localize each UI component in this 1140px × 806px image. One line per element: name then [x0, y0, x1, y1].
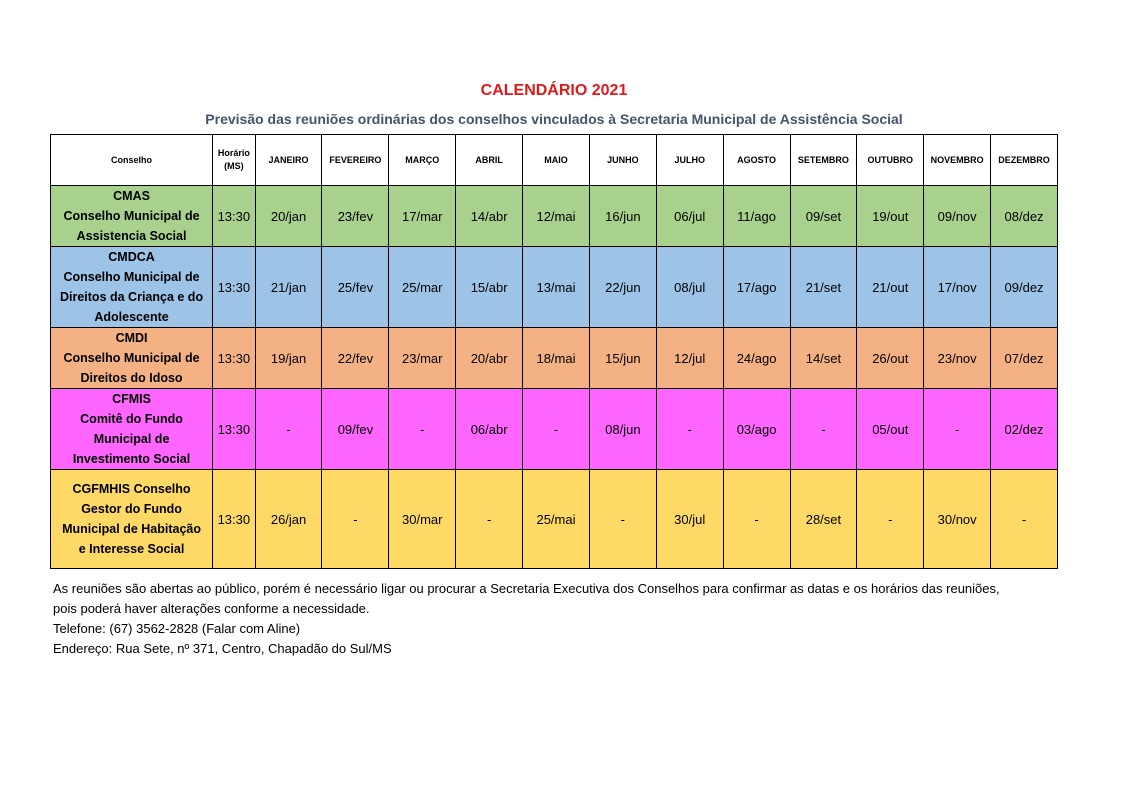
column-header-month: DEZEMBRO — [991, 135, 1058, 186]
date-cell: 09/set — [790, 186, 857, 247]
conselho-name-line: Comitê do Fundo — [80, 412, 183, 426]
date-cell: 20/jan — [255, 186, 322, 247]
column-header-month: JUNHO — [589, 135, 656, 186]
conselho-cell — [51, 328, 213, 389]
date-cell: 06/jul — [656, 186, 723, 247]
date-cell: 26/jan — [255, 470, 322, 569]
column-header-month: MAIO — [523, 135, 590, 186]
table-header-row — [51, 135, 1058, 186]
conselho-name-line: Investimento Social — [72, 452, 191, 466]
column-header-month: JANEIRO — [255, 135, 322, 186]
conselho-name-line: e Interesse Social — [78, 542, 185, 556]
date-cell: 23/fev — [322, 186, 389, 247]
date-cell: 30/mar — [389, 470, 456, 569]
date-cell: 17/ago — [723, 247, 790, 328]
date-cell: - — [857, 470, 924, 569]
date-cell: 09/nov — [924, 186, 991, 247]
date-cell: 02/dez — [991, 389, 1058, 470]
date-cell: 13/mai — [523, 247, 590, 328]
date-cell: 23/mar — [389, 328, 456, 389]
conselho-name-line: CGFMHIS Conselho — [72, 482, 191, 496]
date-cell: 05/out — [857, 389, 924, 470]
column-header-month: AGOSTO — [723, 135, 790, 186]
date-cell: 08/jun — [589, 389, 656, 470]
conselho-cell — [51, 186, 213, 247]
column-header-month: OUTUBRO — [857, 135, 924, 186]
notes — [53, 579, 1063, 659]
conselho-cell — [51, 470, 213, 569]
date-cell: - — [322, 470, 389, 569]
column-header-month: ABRIL — [456, 135, 523, 186]
date-cell: - — [456, 470, 523, 569]
date-cell: - — [656, 389, 723, 470]
conselho-name-line: Gestor do Fundo — [81, 502, 182, 516]
date-cell: 19/jan — [255, 328, 322, 389]
conselho-name-line: CMDCA — [108, 250, 155, 264]
date-cell: 18/mai — [523, 328, 590, 389]
table-row — [51, 328, 1058, 389]
conselho-name-line: CMDI — [115, 331, 148, 345]
date-cell: 26/out — [857, 328, 924, 389]
date-cell: 24/ago — [723, 328, 790, 389]
table-row — [51, 186, 1058, 247]
column-header-horario: Horário (MS) — [213, 135, 256, 186]
conselho-name-line: Adolescente — [94, 310, 169, 324]
date-cell: - — [523, 389, 590, 470]
date-cell: 25/mar — [389, 247, 456, 328]
column-header-conselho: Conselho — [51, 135, 213, 186]
time-cell: 13:30 — [213, 328, 256, 389]
date-cell: 16/jun — [589, 186, 656, 247]
time-cell: 13:30 — [213, 389, 256, 470]
date-cell: 22/jun — [589, 247, 656, 328]
column-header-month: MARÇO — [389, 135, 456, 186]
date-cell: 09/fev — [322, 389, 389, 470]
date-cell: 30/nov — [924, 470, 991, 569]
page-title: CALENDÁRIO 2021 — [480, 82, 628, 99]
date-cell: 12/mai — [523, 186, 590, 247]
date-cell: 25/mai — [523, 470, 590, 569]
date-cell: 12/jul — [656, 328, 723, 389]
column-header-month: JULHO — [656, 135, 723, 186]
conselho-cell — [51, 389, 213, 470]
date-cell: 14/set — [790, 328, 857, 389]
address-line: Endereço: Rua Sete, nº 371, Centro, Chapadão do Sul/MS — [53, 641, 392, 656]
date-cell: 22/fev — [322, 328, 389, 389]
date-cell: 17/mar — [389, 186, 456, 247]
calendar-table — [50, 134, 1058, 569]
table-row — [51, 247, 1058, 328]
date-cell: - — [589, 470, 656, 569]
time-cell: 13:30 — [213, 247, 256, 328]
date-cell: 08/dez — [991, 186, 1058, 247]
date-cell: 30/jul — [656, 470, 723, 569]
date-cell: 17/nov — [924, 247, 991, 328]
notes-line: pois poderá haver alterações conforme a necessidade. — [53, 601, 370, 616]
conselho-name-line: Conselho Municipal de — [63, 270, 200, 284]
table-row — [51, 470, 1058, 569]
conselho-name-line: CMAS — [113, 189, 150, 203]
date-cell: 21/out — [857, 247, 924, 328]
date-cell: 03/ago — [723, 389, 790, 470]
conselho-name-line: Municipal de — [93, 432, 170, 446]
conselho-name-line: Conselho Municipal de — [63, 351, 200, 365]
date-cell: - — [790, 389, 857, 470]
date-cell: - — [723, 470, 790, 569]
notes-line: As reuniões são abertas ao público, porém é necessário ligar ou procurar a Secretaria Executiva dos Conselhos para confirmar as datas e os horários das reuniões, — [53, 581, 1000, 596]
conselho-name-line: Assistencia Social — [76, 229, 187, 243]
date-cell: 11/ago — [723, 186, 790, 247]
date-cell: 21/jan — [255, 247, 322, 328]
table-row — [51, 389, 1058, 470]
date-cell: - — [924, 389, 991, 470]
page-subtitle: Previsão das reuniões ordinárias dos conselhos vinculados à Secretaria Municipal de Assistência Social — [205, 111, 903, 127]
conselho-name-line: CFMIS — [112, 392, 151, 406]
conselho-name-line: Municipal de Habitação — [62, 522, 201, 536]
date-cell: - — [389, 389, 456, 470]
conselho-name-line: Conselho Municipal de — [63, 209, 200, 223]
date-cell: 25/fev — [322, 247, 389, 328]
date-cell: - — [991, 470, 1058, 569]
column-header-month: SETEMBRO — [790, 135, 857, 186]
date-cell: 06/abr — [456, 389, 523, 470]
conselho-cell — [51, 247, 213, 328]
column-header-month: FEVEREIRO — [322, 135, 389, 186]
date-cell: 15/abr — [456, 247, 523, 328]
date-cell: 21/set — [790, 247, 857, 328]
date-cell: 19/out — [857, 186, 924, 247]
column-header-month: NOVEMBRO — [924, 135, 991, 186]
date-cell: 08/jul — [656, 247, 723, 328]
time-cell: 13:30 — [213, 186, 256, 247]
conselho-name-line: Direitos do Idoso — [80, 371, 183, 385]
date-cell: - — [255, 389, 322, 470]
date-cell: 07/dez — [991, 328, 1058, 389]
date-cell: 23/nov — [924, 328, 991, 389]
date-cell: 09/dez — [991, 247, 1058, 328]
date-cell: 20/abr — [456, 328, 523, 389]
date-cell: 28/set — [790, 470, 857, 569]
phone-line: Telefone: (67) 3562-2828 (Falar com Aline) — [53, 621, 301, 636]
date-cell: 15/jun — [589, 328, 656, 389]
date-cell: 14/abr — [456, 186, 523, 247]
conselho-name-line: Direitos da Criança e do — [59, 290, 204, 304]
time-cell: 13:30 — [213, 470, 256, 569]
